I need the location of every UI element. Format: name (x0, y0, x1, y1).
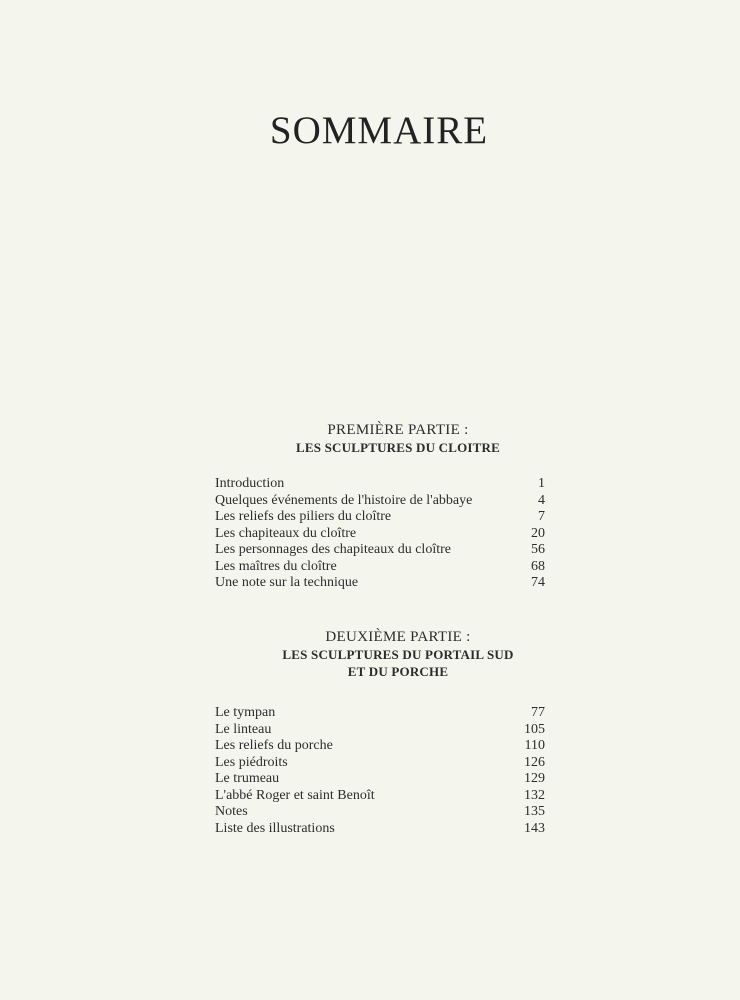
part-1-label: PREMIÈRE PARTIE : (327, 422, 469, 438)
toc-entry-title: Le tympan (215, 705, 276, 720)
toc-entry[interactable] (215, 755, 545, 772)
toc-entry-title: Le linteau (215, 721, 272, 737)
toc-entry[interactable] (215, 542, 545, 559)
toc-entry-title: Les maîtres du cloître (215, 558, 337, 574)
toc-entry[interactable] (215, 575, 545, 592)
toc-entry[interactable] (215, 476, 545, 493)
toc-entry[interactable] (215, 722, 545, 739)
toc-entry-title: Notes (215, 804, 248, 819)
toc-entry[interactable] (215, 509, 545, 526)
toc-entry-title: Les reliefs des piliers du cloître (215, 509, 392, 524)
part-2-toc (215, 705, 545, 837)
toc-entry[interactable] (215, 771, 545, 788)
toc-entry-page: 129 (524, 771, 545, 786)
toc-entry-page: 110 (524, 738, 545, 753)
part-1-toc (215, 476, 545, 592)
toc-entry-page: 143 (524, 820, 545, 836)
toc-entry[interactable] (215, 493, 545, 510)
toc-entry-page: 132 (524, 787, 545, 803)
part-1-heading (0, 422, 740, 456)
toc-entry-title: Les personnages des chapiteaux du cloître (215, 542, 451, 557)
part-2-heading (0, 629, 740, 680)
part-1-subtitle: LES SCULPTURES DU CLOITRE (295, 440, 501, 455)
toc-entry[interactable] (215, 526, 545, 543)
toc-entry[interactable] (215, 705, 545, 722)
toc-entry[interactable] (215, 821, 545, 838)
toc-entry[interactable] (215, 559, 545, 576)
toc-entry[interactable] (215, 738, 545, 755)
toc-entry-page: 105 (524, 721, 545, 737)
toc-entry-page: 20 (531, 525, 545, 541)
toc-entry-title: Les chapiteaux du cloître (215, 525, 357, 541)
toc-entry-title: Les piédroits (215, 754, 288, 770)
toc-entry-title: Une note sur la technique (215, 575, 359, 590)
toc-entry-page: 74 (531, 575, 545, 590)
toc-entry-page: 135 (524, 804, 545, 819)
toc-entry-page: 77 (531, 705, 545, 720)
toc-entry-page: 4 (538, 492, 545, 508)
toc-entry[interactable] (215, 804, 545, 821)
toc-entry-title: Le trumeau (215, 771, 280, 786)
toc-entry[interactable] (215, 788, 545, 805)
part-2-label: DEUXIÈME PARTIE : (325, 629, 471, 645)
toc-entry-page: 7 (538, 509, 545, 524)
toc-entry-title: Liste des illustrations (215, 820, 335, 836)
part-2-subtitle-line-1: LES SCULPTURES DU PORTAIL SUD (282, 647, 514, 662)
toc-entry-title: Introduction (215, 476, 285, 491)
toc-entry-title: Quelques événements de l'histoire de l'abbaye (215, 492, 473, 508)
part-2-subtitle-line-2: ET DU PORCHE (347, 664, 449, 679)
toc-entry-page: 68 (531, 558, 545, 574)
toc-entry-page: 126 (524, 754, 545, 770)
toc-entry-title: L'abbé Roger et saint Benoît (215, 787, 375, 803)
toc-entry-title: Les reliefs du porche (215, 738, 333, 753)
page-title: SOMMAIRE (269, 109, 489, 152)
toc-entry-page: 56 (531, 542, 545, 557)
toc-entry-page: 1 (538, 476, 545, 491)
